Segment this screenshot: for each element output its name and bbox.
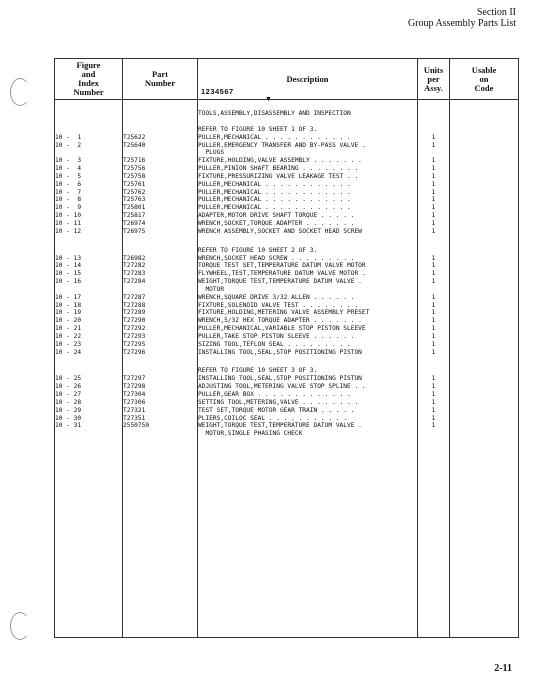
- table-row-usable: [450, 317, 518, 325]
- table-row-desc: WEIGHT,TORQUE TEST,TEMPERATURE DATUM VALVE .: [198, 422, 362, 430]
- table-row-usable: [450, 341, 518, 349]
- figure-reference-fig: [55, 367, 122, 375]
- table-body-row: [55, 100, 519, 638]
- table-row-desc: MOTOR,SINGLE PHASING CHECK: [198, 430, 303, 438]
- table-row-part: T27297: [123, 375, 146, 383]
- table-row-usable: [450, 270, 518, 278]
- figure-reference-fig: [55, 126, 122, 134]
- page-number: 2-11: [494, 663, 512, 674]
- table-row-fig: 10 - 5: [55, 172, 82, 180]
- table-row-usable: [450, 204, 518, 212]
- table-row-usable: [450, 309, 518, 317]
- table-row-part: T27321: [123, 406, 146, 414]
- table-row-desc: SETTING TOOL,METERING,VALVE . . . . . . . .: [198, 398, 359, 406]
- title-line-usable: [450, 110, 518, 118]
- table-row-desc: ADAPTER,MOTOR DRIVE SHAFT TORQUE . . . . .: [198, 212, 355, 220]
- table-row-fig: 10 - 19: [55, 309, 82, 317]
- table-row-units: 1: [431, 309, 436, 317]
- table-row-usable: [450, 134, 518, 142]
- spacer-desc: [198, 356, 417, 367]
- table-row-usable: [450, 189, 518, 197]
- table-row-desc: TEST SET,TORQUE MOTOR GEAR TRAIN . . . . .: [198, 406, 355, 414]
- table-row-usable: [450, 399, 518, 407]
- spacer-fig: [55, 356, 122, 367]
- table-row-desc: PULLER,MECHANICAL . . . . . . . . . . . .: [198, 196, 351, 204]
- table-row-usable: [450, 422, 518, 430]
- table-row-fig: 10 - 31: [55, 422, 82, 430]
- spacer-part: [123, 236, 197, 247]
- table-row-units: [418, 149, 449, 157]
- table-row-part: T25817: [123, 212, 146, 220]
- figure-reference-part: [123, 247, 197, 255]
- table-row-units: 1: [431, 278, 436, 286]
- table-row-fig: 10 - 18: [55, 301, 82, 309]
- table-row-usable: [450, 333, 518, 341]
- table-row-fig: [55, 149, 122, 157]
- table-row-units: 1: [431, 301, 436, 309]
- title-line-part: [123, 110, 197, 118]
- table-row-usable: [450, 430, 518, 438]
- table-row-units: 1: [431, 133, 436, 141]
- table-row-part: T25640: [123, 141, 146, 149]
- table-row-units: 1: [431, 270, 436, 278]
- table-row-usable: [450, 407, 518, 415]
- table-row-units: 1: [431, 165, 436, 173]
- table-row-part: T26975: [123, 227, 146, 235]
- table-row-part: T26974: [123, 219, 146, 227]
- spacer-usable: [450, 118, 518, 126]
- table-row-fig: 10 - 6: [55, 180, 82, 188]
- table-row-part: T25756: [123, 165, 146, 173]
- title-line-units: [418, 110, 449, 118]
- table-row-units: 1: [431, 375, 436, 383]
- table-row-units: 1: [431, 227, 436, 235]
- section-label: Section II: [476, 7, 516, 18]
- table-row-units: 1: [431, 340, 436, 348]
- table-row-fig: 10 - 30: [55, 414, 82, 422]
- table-row-units: 1: [431, 157, 436, 165]
- table-row-fig: 10 - 4: [55, 165, 82, 173]
- table-row-usable: [450, 415, 518, 423]
- spacer-part: [123, 356, 197, 367]
- table-row-fig: 10 - 28: [55, 398, 82, 406]
- figure-column-header: [55, 59, 123, 100]
- table-row-desc: FIXTURE,PRESSURIZING VALVE LEAKAGE TEST . .: [198, 172, 359, 180]
- table-row-part: T27295: [123, 340, 146, 348]
- page-header: [408, 7, 516, 29]
- table-row-fig: 10 - 24: [55, 348, 82, 356]
- figure-reference-desc: REFER TO FIGURE 10 SHEET 1 OF 3.: [198, 125, 318, 133]
- table-row-part: T27283: [123, 270, 146, 278]
- figure-reference-part: [123, 367, 197, 375]
- table-row-units: 1: [431, 204, 436, 212]
- usable-header-label: Usable on Code: [471, 64, 497, 93]
- table-row-usable: [450, 294, 518, 302]
- figure-reference-units: [418, 126, 449, 134]
- table-row-fig: 10 - 23: [55, 340, 82, 348]
- table-row-usable: [450, 375, 518, 383]
- table-row-part: T25762: [123, 188, 146, 196]
- table-row-part: T25716: [123, 157, 146, 165]
- table-row-fig: 10 - 2: [55, 141, 82, 149]
- table-row-units: 1: [431, 262, 436, 270]
- table-row-desc: WRENCH,SOCKET,TORQUE ADAPTER . . . . . . .: [198, 219, 355, 227]
- table-row-fig: 10 - 22: [55, 332, 82, 340]
- figure-column: [55, 100, 123, 638]
- description-header-label: Description: [286, 73, 329, 84]
- table-row-desc: PULLER,GEAR BOX . . . . . . . . . . . . .: [198, 391, 351, 398]
- part-number-column-header: [123, 59, 198, 100]
- table-row-usable: [450, 196, 518, 204]
- table-row-usable: [450, 149, 518, 157]
- table-row-part: T27282: [123, 262, 146, 270]
- indent-chars: 1234567: [201, 87, 234, 96]
- figure-reference-usable: [450, 367, 518, 375]
- punch-hole-mark: [10, 78, 30, 106]
- indent-marker: ▼: [265, 95, 272, 103]
- table-row-part: T27293: [123, 332, 146, 340]
- table-row-desc: PULLER,MECHANICAL . . . . . . . . . . . .: [198, 204, 351, 212]
- spacer-fig: [55, 236, 122, 247]
- table-row-desc: PULLER,TAKE STOP PISTON SLEEVE . . . . . .: [198, 332, 355, 340]
- table-row-usable: [450, 262, 518, 270]
- table-row-units: [418, 286, 449, 294]
- table-row-desc: PULLER,PINION SHAFT BEARING . . . . . . . .: [198, 165, 359, 173]
- spacer-units: [418, 236, 449, 247]
- table-row-desc: TORQUE TEST SET,TEMPERATURE DATUM VALVE MOTOR: [198, 262, 366, 270]
- table-row-usable: [450, 383, 518, 391]
- table-row-fig: 10 - 11: [55, 219, 82, 227]
- table-row-units: [418, 430, 449, 438]
- figure-reference-usable: [450, 247, 518, 255]
- table-row-part: T25801: [123, 204, 146, 212]
- table-row-usable: [450, 391, 518, 399]
- table-row-fig: [55, 286, 122, 294]
- table-row-fig: 10 - 7: [55, 188, 82, 196]
- table-row-desc: FIXTURE,HOLDING,VALVE ASSEMBLY . . . . . . .: [198, 157, 362, 165]
- usable-column-header: [450, 59, 519, 100]
- table-row-units: 1: [431, 414, 436, 422]
- spacer-units: [418, 356, 449, 367]
- table-row-units: 1: [431, 172, 436, 180]
- table-row-usable: [450, 286, 518, 294]
- table-row-units: 1: [431, 219, 436, 227]
- table-row-usable: [450, 278, 518, 286]
- figure-reference-units: [418, 367, 449, 375]
- spacer-usable: [450, 356, 518, 367]
- table-row-desc: FLYWHEEL,TEST,TEMPERATURE DATUM VALVE MOTOR .: [198, 270, 366, 278]
- table-row-units: 1: [431, 332, 436, 340]
- table-row-part: T25622: [123, 133, 146, 141]
- table-row-units: 1: [431, 254, 436, 262]
- figure-reference-usable: [450, 126, 518, 134]
- table-row-usable: [450, 255, 518, 263]
- table-row-units: 1: [431, 293, 436, 301]
- table-row-fig: 10 - 26: [55, 383, 82, 391]
- table-row-desc: WRENCH ASSEMBLY,SOCKET AND SOCKET HEAD SCREW: [198, 227, 362, 235]
- table-row-desc: WEIGHT,TORQUE TEST,TEMPERATURE DATUM VALVE .: [198, 278, 362, 286]
- table-row-part: T27304: [123, 391, 146, 398]
- table-row-desc: INSTALLING TOOL,SEAL,STOP POSITIONING PISTON: [198, 348, 362, 356]
- figure-reference-part: [123, 126, 197, 134]
- table-row-desc: PULLER,MECHANICAL,VARIABLE STOP PISTON SLEEVE: [198, 325, 366, 333]
- spacer-part: [123, 118, 197, 126]
- table-row-units: 1: [431, 406, 436, 414]
- table-row-units: 1: [431, 188, 436, 196]
- figure-reference-fig: [55, 247, 122, 255]
- table-row-desc: MOTOR: [198, 285, 225, 293]
- table-row-units: 1: [431, 196, 436, 204]
- table-row-units: 1: [431, 391, 436, 398]
- table-row-desc: SIZING TOOL,TEFLON SEAL . . . . . . . . .: [198, 340, 351, 348]
- figure-reference-desc: REFER TO FIGURE 10 SHEET 3 OF 3.: [198, 367, 318, 375]
- table-row-units: 1: [431, 317, 436, 325]
- description-column: [198, 100, 418, 638]
- table-row-fig: 10 - 10: [55, 212, 82, 220]
- table-row-usable: [450, 325, 518, 333]
- table-row-fig: 10 - 8: [55, 196, 82, 204]
- table-row-part: T27296: [123, 348, 146, 356]
- table-row-part: T25761: [123, 180, 146, 188]
- table-row-desc: PULLER,MECHANICAL . . . . . . . . . . . .: [198, 180, 351, 188]
- title-line-desc: TOOLS,ASSEMBLY,DISASSEMBLY AND INSPECTION: [198, 110, 351, 117]
- table-row-part: [123, 286, 197, 294]
- table-row-part: T27292: [123, 325, 146, 333]
- table-row-desc: PULLER,EMERGENCY TRANSFER AND BY-PASS VALVE .: [198, 141, 366, 149]
- table-row-desc: INSTALLING TOOL,SEAL,STOP POSITIONING PISTON: [198, 375, 362, 383]
- section-title: Group Assembly Parts List: [407, 18, 516, 29]
- table-row-part: [123, 430, 197, 438]
- table-row-fig: 10 - 17: [55, 293, 82, 301]
- table-row-fig: 10 - 1: [55, 133, 82, 141]
- spacer-fig: [55, 118, 122, 126]
- spacer-units: [418, 118, 449, 126]
- table-row-part: T25758: [123, 172, 146, 180]
- units-column-header: [418, 59, 450, 100]
- table-row-usable: [450, 165, 518, 173]
- table-header-row: [55, 59, 519, 100]
- table-row-part: T27290: [123, 317, 146, 325]
- table-row-fig: 10 - 20: [55, 317, 82, 325]
- usable-column: [450, 100, 519, 638]
- units-column: [418, 100, 450, 638]
- table-row-fig: [55, 430, 122, 438]
- table-row-usable: [450, 228, 518, 236]
- table-row-fig: 10 - 21: [55, 325, 82, 333]
- table-row-usable: [450, 349, 518, 357]
- spacer-desc: [198, 118, 417, 126]
- table-row-part: T26982: [123, 254, 146, 262]
- table-row-fig: 10 - 13: [55, 254, 82, 262]
- table-row-fig: 10 - 3: [55, 157, 82, 165]
- table-row-part: T27351: [123, 414, 146, 422]
- punch-hole-mark: [10, 612, 30, 640]
- table-row-units: 1: [431, 383, 436, 391]
- spacer-usable: [450, 236, 518, 247]
- part-header-label: Part Number: [144, 69, 176, 88]
- table-row-usable: [450, 173, 518, 181]
- table-row-fig: 10 - 29: [55, 406, 82, 414]
- table-row-part: T27284: [123, 278, 146, 286]
- units-header-label: Units per Assy.: [423, 64, 444, 93]
- figure-reference-units: [418, 247, 449, 255]
- table-row-usable: [450, 212, 518, 220]
- description-column-header: [198, 59, 418, 103]
- table-row-part: T27306: [123, 398, 146, 406]
- table-row-part: 2550750: [123, 422, 150, 430]
- table-row-desc: FIXTURE,SOLENOID VALVE TEST . . . . . . . .: [198, 301, 359, 309]
- table-row-fig: 10 - 12: [55, 227, 82, 235]
- table-row-units: 1: [431, 348, 436, 356]
- figure-reference-desc: REFER TO FIGURE 10 SHEET 2 OF 3.: [198, 246, 318, 254]
- table-row-desc: PULLER,MECHANICAL . . . . . . . . . . . .: [198, 133, 351, 141]
- table-row-fig: 10 - 16: [55, 278, 82, 286]
- table-row-units: 1: [431, 212, 436, 220]
- spacer-desc: [198, 236, 417, 247]
- table-row-usable: [450, 302, 518, 310]
- table-row-usable: [450, 157, 518, 165]
- table-row-usable: [450, 181, 518, 189]
- figure-header-label: Figure and Index Number: [73, 60, 104, 97]
- title-line-fig: [55, 110, 122, 118]
- table-row-desc: PLUGS: [198, 149, 225, 157]
- table-row-desc: WRENCH,SQUARE DRIVE 3/32 ALLEN . . . . . .: [198, 293, 355, 301]
- table-row-part: T27287: [123, 293, 146, 301]
- part-number-column: [123, 100, 198, 638]
- table-row-fig: 10 - 14: [55, 262, 82, 270]
- table-row-units: 1: [431, 141, 436, 149]
- table-row-desc: PULLER,MECHANICAL . . . . . . . . . . . .: [198, 188, 351, 196]
- table-row-desc: WRENCH,SOCKET HEAD SCREW . . . . . . . . .: [198, 254, 355, 262]
- table-row-desc: PLIERS,COILOC SEAL . . . . . . . . . . .: [198, 414, 348, 422]
- table-row-part: T27288: [123, 301, 146, 309]
- table-row-units: 1: [431, 180, 436, 188]
- parts-list-table: [54, 58, 519, 638]
- table-row-part: T25763: [123, 196, 146, 204]
- table-row-part: T27289: [123, 309, 146, 317]
- table-row-desc: ADJUSTING TOOL,METERING VALVE STOP SPLINE . .: [198, 383, 366, 391]
- table-row-units: 1: [431, 422, 436, 430]
- table-row-desc: WRENCH,5/32 HEX TORQUE ADAPTER . . . . . . .: [198, 317, 362, 325]
- table-row-desc: FIXTURE,HOLDING,METERING VALVE ASSEMBLY PRESET: [198, 309, 370, 317]
- table-row-usable: [450, 142, 518, 150]
- table-row-units: 1: [431, 398, 436, 406]
- table-row-fig: 10 - 27: [55, 391, 82, 398]
- table-row-fig: 10 - 15: [55, 270, 82, 278]
- table-row-fig: 10 - 9: [55, 204, 82, 212]
- table-row-units: 1: [431, 325, 436, 333]
- table-row-part: [123, 149, 197, 157]
- table-row-usable: [450, 220, 518, 228]
- table-row-part: T27298: [123, 383, 146, 391]
- table-row-fig: 10 - 25: [55, 375, 82, 383]
